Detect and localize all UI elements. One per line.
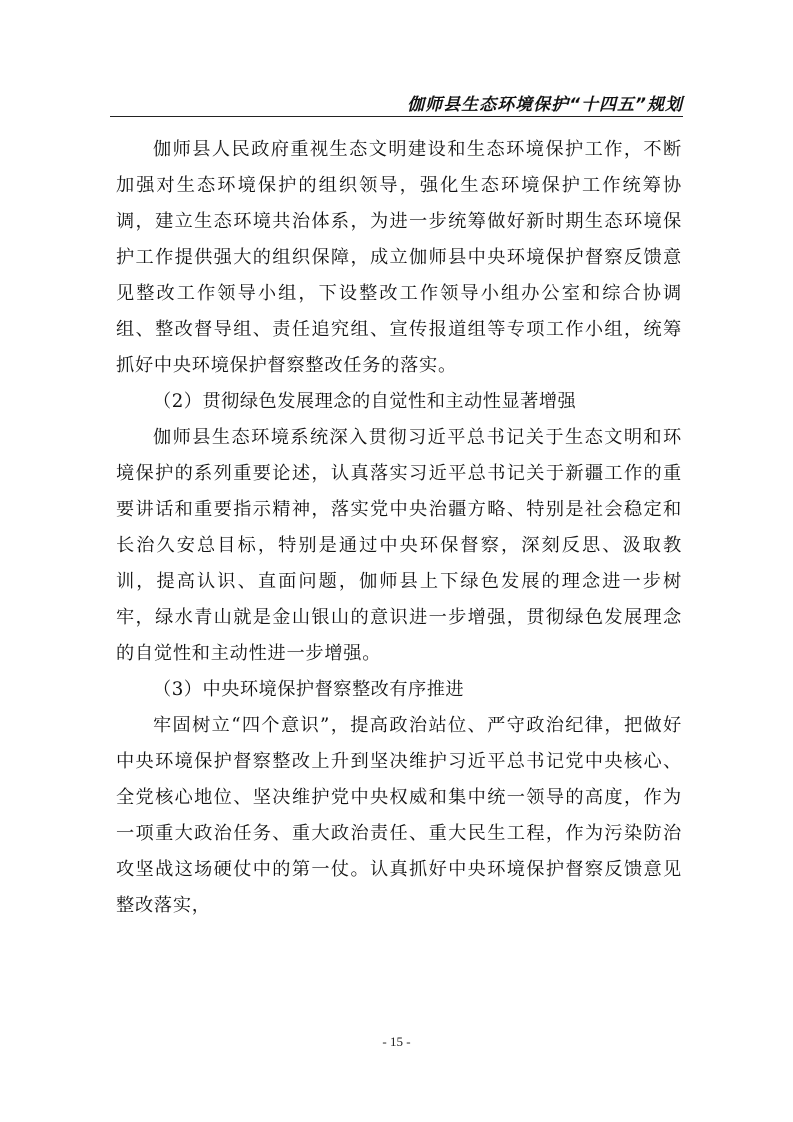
page-body: [116, 132, 682, 924]
page-number: - 15 -: [382, 1034, 411, 1049]
body-paragraph-3: 牢固树立“四个意识”，提高政治站位、严守政治纪律，把做好中央环境保护督察整改上升到坚决维护习近平总书记党中央核心、全党核心地位、坚决维护党中央权威和集中统一领导的高度，作为一项重大政治任务、重大政治责任、重大民生工程，作为污染防治攻坚战这场硬仗中的第一仗。认真抓好中央环境保护督察反馈意见整改落实，: [116, 715, 682, 916]
document-header-title: 伽师县生态环境保护“十四五”规划: [407, 95, 683, 115]
body-paragraph-1: 伽师县人民政府重视生态文明建设和生态环境保护工作，不断加强对生态环境保护的组织领导，强化生态环境保护工作统筹协调，建立生态环境共治体系，为进一步统筹做好新时期生态环境保护工作提供强大的组织保障，成立伽师县中央环境保护督察反馈意见整改工作领导小组，下设整改工作领导小组办公室和综合协调组、整改督导组、责任追究组、宣传报道组等专项工作小组，统筹抓好中央环境保护督察整改任务的落实。: [116, 139, 682, 376]
section-heading-3: （3）中央环境保护督察整改有序推进: [153, 679, 465, 700]
section-heading-2: （2）贯彻绿色发展理念的自觉性和主动性显著增强: [153, 391, 577, 412]
body-paragraph-2: 伽师县生态环境系统深入贯彻习近平总书记关于生态文明和环境保护的系列重要论述，认真落实习近平总书记关于新疆工作的重要讲话和重要指示精神，落实党中央治疆方略、特别是社会稳定和长治久安总目标，特别是通过中央环保督察，深刻反思、汲取教训，提高认识、直面问题，伽师县上下绿色发展的理念进一步树牢，绿水青山就是金山银山的意识进一步增强，贯彻绿色发展理念的自觉性和主动性进一步增强。: [116, 427, 682, 664]
header-divider: [110, 116, 683, 117]
